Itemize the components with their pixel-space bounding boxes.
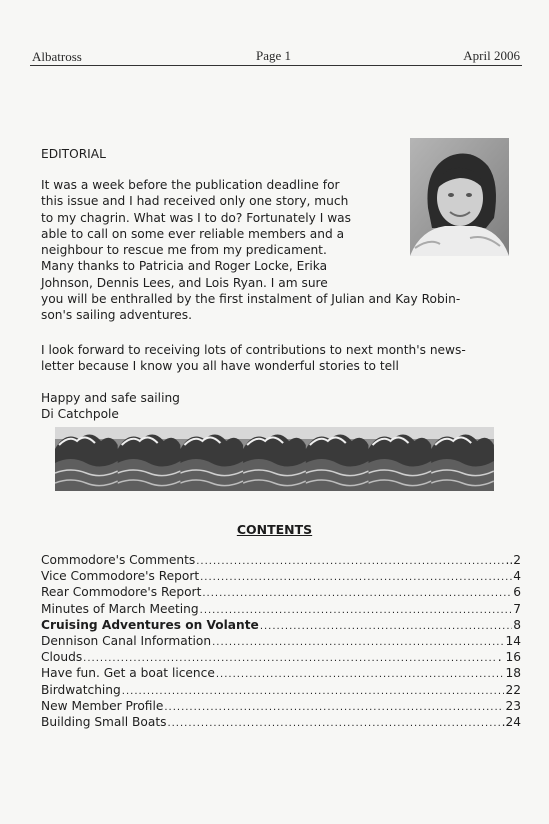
- text-line: Many thanks to Patricia and Roger Locke, Erika: [41, 259, 328, 274]
- toc-entry-page: 7: [513, 601, 521, 616]
- page-header: [30, 47, 520, 65]
- toc-leader-dots: [164, 702, 504, 713]
- toc-entry-page: 4: [513, 569, 521, 584]
- ocean-waves-illustration: [55, 427, 494, 491]
- text-line: able to call on some ever reliable members and a: [41, 226, 345, 241]
- text-line: I look forward to receiving lots of contributions to next month's news-: [41, 343, 466, 357]
- toc-leader-dots: [167, 718, 500, 729]
- toc-entry-title: Building Small Boats: [41, 714, 167, 729]
- toc-leader-dots: [216, 669, 505, 680]
- toc-entry-title: Minutes of March Meeting: [41, 601, 199, 616]
- toc-leader-dots: [83, 653, 497, 664]
- table-of-contents: [41, 553, 521, 731]
- toc-entry-page: ..2: [505, 553, 521, 567]
- text-line: you will be enthralled by the first instalment of Julian and Kay Robin-: [41, 292, 461, 307]
- toc-entry-page: 14: [505, 633, 521, 648]
- toc-entry-page: 8: [513, 617, 521, 632]
- toc-entry-title: New Member Profile: [41, 698, 164, 713]
- toc-entry: [41, 699, 521, 715]
- text-line: son's sailing adventures.: [41, 308, 193, 323]
- issue-date: April 2006: [463, 48, 520, 63]
- toc-entry-page: 18: [505, 666, 521, 681]
- page-number: Page 1: [256, 48, 292, 63]
- toc-entry-title: Dennison Canal Information: [41, 633, 212, 648]
- toc-entry-title: Commodore's Comments: [41, 553, 196, 567]
- text-line: It was a week before the publication deadline for: [41, 178, 340, 192]
- toc-entry-page: 22: [505, 682, 521, 697]
- toc-entry: [41, 634, 521, 650]
- toc-entry: [41, 618, 521, 634]
- waves-banner-image: [55, 427, 494, 491]
- editorial-heading: EDITORIAL: [41, 147, 106, 161]
- text-line: letter because I know you all have wonderful stories to tell: [41, 359, 399, 374]
- contents-heading: CONTENTS: [236, 522, 313, 537]
- toc-entry-page: .24: [501, 714, 521, 729]
- toc-leader-dots: [260, 621, 512, 632]
- text-line: Johnson, Dennis Lees, and Lois Ryan. I am sure: [41, 275, 328, 290]
- toc-entry: [41, 602, 521, 618]
- toc-entry-title: Cruising Adventures on Volante: [41, 617, 259, 632]
- text-line: neighbour to rescue me from my predicament.: [41, 243, 327, 258]
- toc-leader-dots: [196, 556, 504, 567]
- toc-leader-dots: [202, 588, 512, 599]
- toc-entry-page: . 16: [497, 650, 521, 665]
- text-line: to my chagrin. What was I to do? Fortunately I was: [41, 210, 351, 225]
- toc-entry-title: Birdwatching: [41, 682, 121, 697]
- toc-entry: [41, 569, 521, 585]
- toc-entry: [41, 715, 521, 731]
- toc-entry-title: Have fun. Get a boat licence: [41, 666, 215, 681]
- toc-entry: [41, 553, 521, 569]
- signoff-line: Happy and safe sailing: [41, 391, 180, 405]
- toc-leader-dots: [200, 605, 513, 616]
- toc-entry-title: Vice Commodore's Report: [41, 569, 200, 584]
- publication-name: Albatross: [32, 49, 82, 64]
- toc-leader-dots: [200, 572, 512, 583]
- toc-entry: [41, 650, 521, 666]
- editorial-signoff: [41, 390, 180, 423]
- toc-entry: [41, 585, 521, 601]
- toc-entry: [41, 666, 521, 682]
- toc-entry: [41, 683, 521, 699]
- editorial-paragraph-1: [41, 177, 521, 324]
- toc-entry-title: Rear Commodore's Report: [41, 585, 202, 600]
- toc-entry-page: 23: [505, 698, 521, 713]
- toc-entry-title: Clouds: [41, 650, 83, 665]
- header-rule: [30, 65, 522, 66]
- toc-leader-dots: [122, 686, 505, 697]
- editor-name: Di Catchpole: [41, 407, 119, 422]
- toc-leader-dots: [212, 637, 504, 648]
- text-line: this issue and I had received only one story, much: [41, 194, 349, 209]
- toc-entry-page: 6: [513, 585, 521, 600]
- editorial-paragraph-2: [41, 342, 521, 375]
